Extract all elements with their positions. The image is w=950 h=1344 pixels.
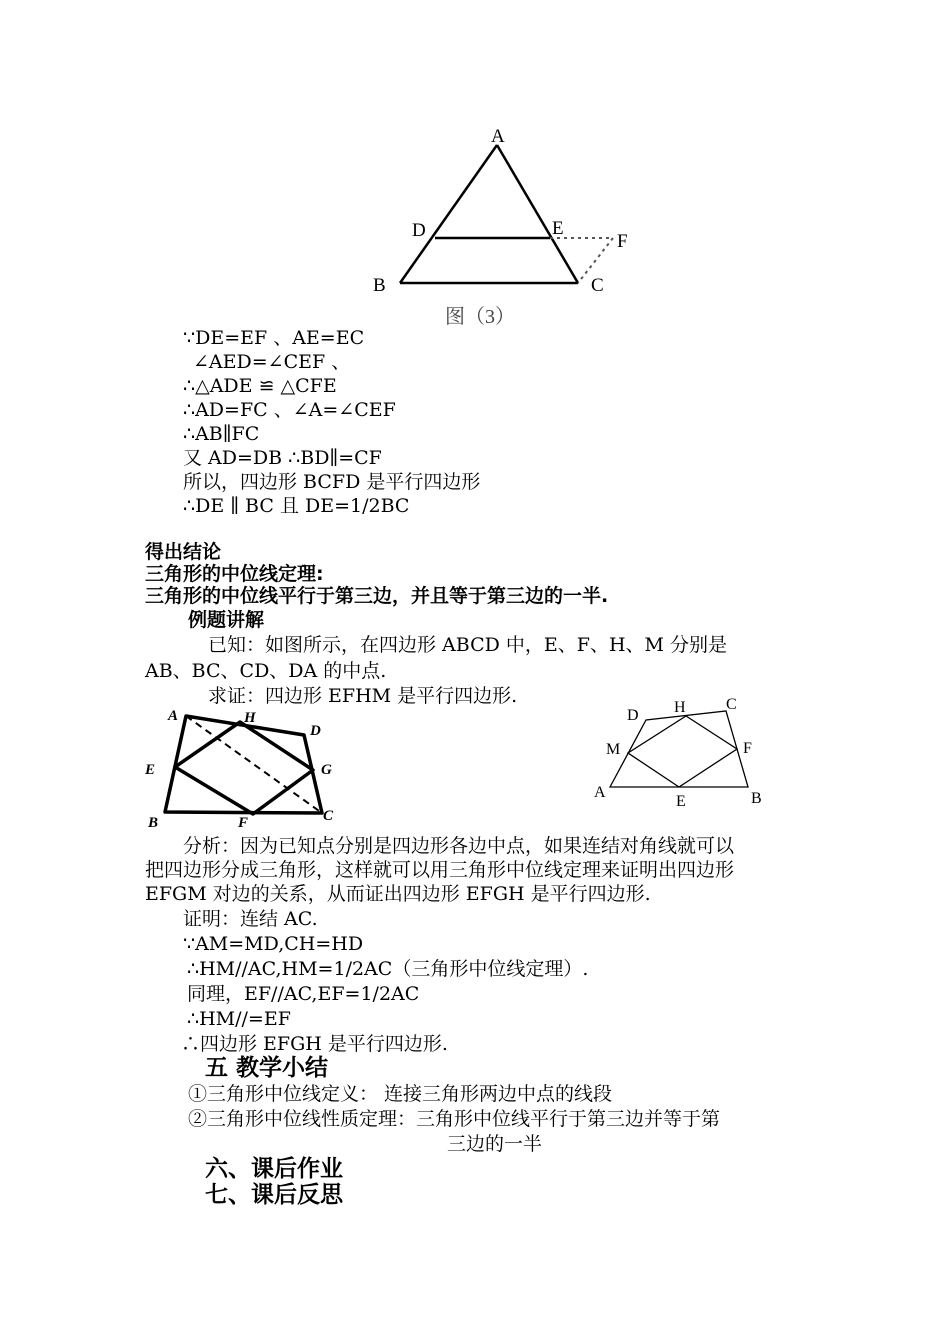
analysis-line-1: 分析：因为已知点分别是四边形各边中点，如果连结对角线就可以 [183,835,735,857]
label-b: B [148,815,159,831]
proof2-line-4: 同理，EF//AC,EF=1/2AC [187,983,420,1005]
label-c: C [591,275,604,296]
theorem-title: 三角形的中位线定理: [145,563,324,585]
proof2-line-3: ∴HM//AC,HM=1/2AC（三角形中位线定理）. [187,958,589,980]
summary-heading: 五 教学小结 [205,1055,329,1081]
label-b: B [751,790,762,807]
proof2-line-6: ∴四边形 EFGH 是平行四边形. [181,1033,448,1055]
analysis-line-3: EFGM 对边的关系，从而证出四边形 EFGH 是平行四边形. [145,883,651,905]
proof1-line-1: ∵DE=EF 、AE=EC [183,327,365,349]
proof2-line-5: ∴HM//=EF [187,1008,291,1030]
label-d: D [412,220,426,241]
quadrilateral-figure-right [585,690,775,815]
label-e: E [676,793,686,810]
label-g: G [321,762,332,778]
example-heading: 例题讲解 [188,609,265,631]
figure-caption: 图（3） [445,306,515,328]
summary-item-1: ①三角形中位线定义： 连接三角形两边中点的线段 [188,1083,613,1105]
label-d: D [627,707,639,724]
given-line-2: AB、BC、CD、DA 的中点. [145,660,387,682]
theorem-text: 三角形的中位线平行于第三边，并且等于第三边的一半. [145,585,609,607]
triangle-midline-figure [355,118,655,333]
proof1-line-5: ∴AB∥FC [183,423,260,445]
proof1-line-3: ∴△ADE ≌ △CFE [183,375,337,397]
proof1-line-2: ∠AED=∠CEF 、 [193,351,351,373]
label-a: A [168,708,179,724]
label-e: E [145,762,156,778]
label-f: F [238,815,249,831]
summary-item-2-line-1: ②三角形中位线性质定理：三角形中位线平行于第三边并等于第 [188,1108,721,1130]
proof2-line-1: 证明：连结 AC. [183,908,318,930]
proof2-line-2: ∵AM=MD,CH=HD [183,933,364,955]
proof1-line-7: 所以，四边形 BCFD 是平行四边形 [183,471,481,493]
given-line-1: 已知：如图所示，在四边形 ABCD 中，E、F、H、M 分别是 [208,634,728,656]
quadrilateral-figure-left [140,700,350,835]
label-f: F [617,231,628,252]
label-e: E [552,218,564,239]
label-c: C [726,696,737,713]
label-f: F [743,740,752,757]
label-a: A [491,126,505,147]
proof1-line-4: ∴AD=FC 、∠A=∠CEF [183,399,396,421]
label-c: C [323,808,334,824]
analysis-line-2: 把四边形分成三角形，这样就可以用三角形中位线定理来证明出四边形 [145,859,735,881]
proof1-line-6: 又 AD=DB ∴BD∥=CF [183,447,382,469]
proof1-line-8: ∴DE ∥ BC 且 DE=1/2BC [183,495,410,517]
reflection-heading: 七、课后反思 [205,1182,343,1208]
conclusion-heading: 得出结论 [145,541,222,563]
prove-statement: 求证：四边形 EFHM 是平行四边形. [208,685,518,707]
homework-heading: 六、课后作业 [205,1156,343,1182]
label-d: D [310,723,321,739]
label-a: A [594,784,606,801]
label-b: B [373,275,386,296]
summary-item-2-line-2: 三边的一半 [447,1133,543,1155]
label-m: M [606,741,621,758]
label-h: H [244,710,256,726]
label-h: H [674,699,686,716]
